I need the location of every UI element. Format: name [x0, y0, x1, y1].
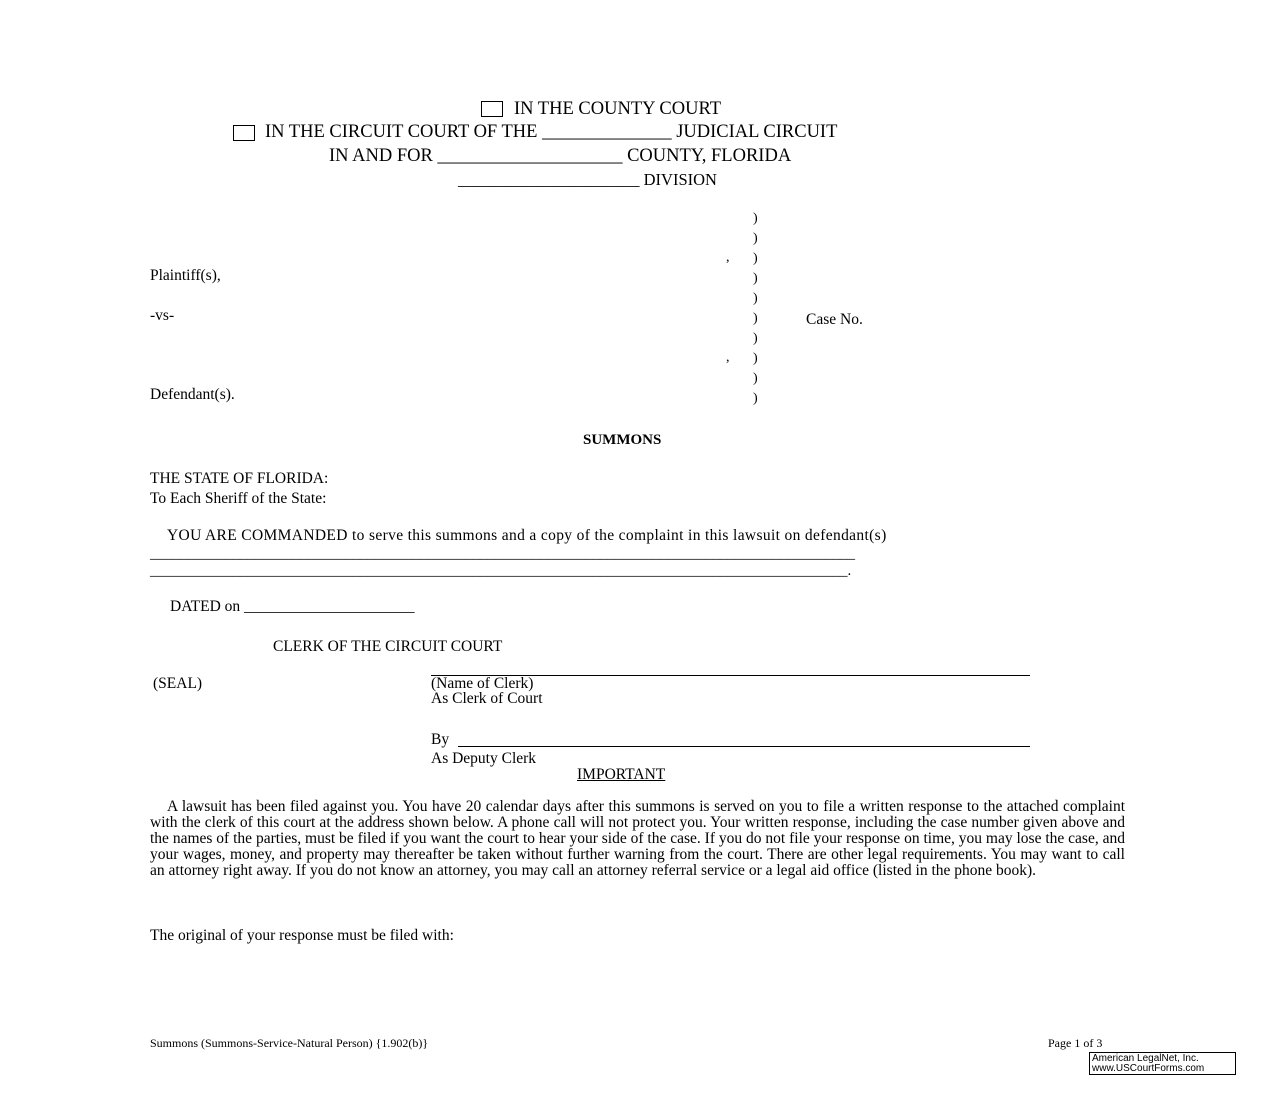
- by-label: By: [431, 731, 450, 748]
- caption-paren: ): [753, 251, 758, 266]
- sheriff-line: To Each Sheriff of the State:: [150, 490, 327, 507]
- as-clerk-label: As Clerk of Court: [431, 690, 543, 707]
- circuit-court-checkbox[interactable]: [233, 125, 255, 141]
- caption-paren: ): [753, 211, 758, 226]
- in-and-for-heading: IN AND FOR ____________________ COUNTY, FLORIDA: [329, 146, 792, 166]
- summons-title: SUMMONS: [583, 432, 662, 448]
- stamp-line-2: www.USCourtForms.com: [1092, 1063, 1205, 1074]
- caption-paren: ): [753, 371, 758, 386]
- footer-form-name: Summons (Summons-Service-Natural Person) {1.902(b)}: [150, 1036, 429, 1050]
- command-text: YOU ARE COMMANDED to serve this summons and a copy of the complaint in this lawsuit on defendant(s): [167, 527, 887, 544]
- deputy-signature-line[interactable]: [458, 746, 1030, 747]
- name-of-clerk-label: (Name of Clerk): [431, 675, 534, 692]
- stamp-line-1: American LegalNet, Inc.: [1092, 1053, 1199, 1064]
- defendant-comma: ,: [726, 350, 730, 365]
- seal-label: (SEAL): [153, 675, 203, 692]
- original-filed-line: The original of your response must be filed with:: [150, 927, 454, 944]
- caption-paren: ): [753, 351, 758, 366]
- caption-paren: ): [753, 391, 758, 406]
- dated-label: DATED on ______________________: [170, 598, 415, 615]
- defendant-blank-line-2[interactable]: _____________________________________________________________________________________________.: [150, 563, 852, 579]
- defendant-blank-line-1[interactable]: ______________________________________________________________________________________________: [150, 546, 855, 562]
- caption-paren: ): [753, 311, 758, 326]
- as-deputy-label: As Deputy Clerk: [431, 750, 537, 767]
- plaintiff-label: Plaintiff(s),: [150, 267, 221, 284]
- publisher-stamp: [1089, 1052, 1236, 1075]
- important-heading: IMPORTANT: [577, 766, 666, 783]
- caption-paren: ): [753, 271, 758, 286]
- caption-paren: ): [753, 231, 758, 246]
- division-heading: ______________________ DIVISION: [458, 170, 717, 189]
- vs-label: -vs-: [150, 307, 175, 324]
- footer-page-number: Page 1 of 3: [1048, 1036, 1103, 1050]
- state-of-florida-line: THE STATE OF FLORIDA:: [150, 470, 329, 487]
- plaintiff-comma: ,: [726, 250, 730, 265]
- circuit-court-heading: IN THE CIRCUIT COURT OF THE ______________ JUDICIAL CIRCUIT: [265, 122, 838, 142]
- county-court-heading: IN THE COUNTY COURT: [514, 99, 722, 119]
- defendant-label: Defendant(s).: [150, 386, 235, 403]
- important-paragraph: A lawsuit has been filed against you. You have 20 calendar days after this summons is served on you to file a written response to the attached complaint with the clerk of this court at the address shown below. A phone call will not protect you. Your written response, including the case number given above and the names of the parties, must be filed if you want the court to hear your side of the case. If you do not file your response on time, you may lose the case, and your wages, money, and property may thereafter be taken without further warning from the court. There are other legal requirements. You may want to call an attorney right away. If you do not know an attorney, you may call an attorney referral service or a legal aid office (listed in the phone book).: [150, 798, 1125, 879]
- caption-paren: ): [753, 331, 758, 346]
- case-no-label: Case No.: [806, 311, 863, 328]
- caption-paren: ): [753, 291, 758, 306]
- county-court-checkbox[interactable]: [481, 101, 503, 117]
- clerk-heading: CLERK OF THE CIRCUIT COURT: [273, 638, 503, 655]
